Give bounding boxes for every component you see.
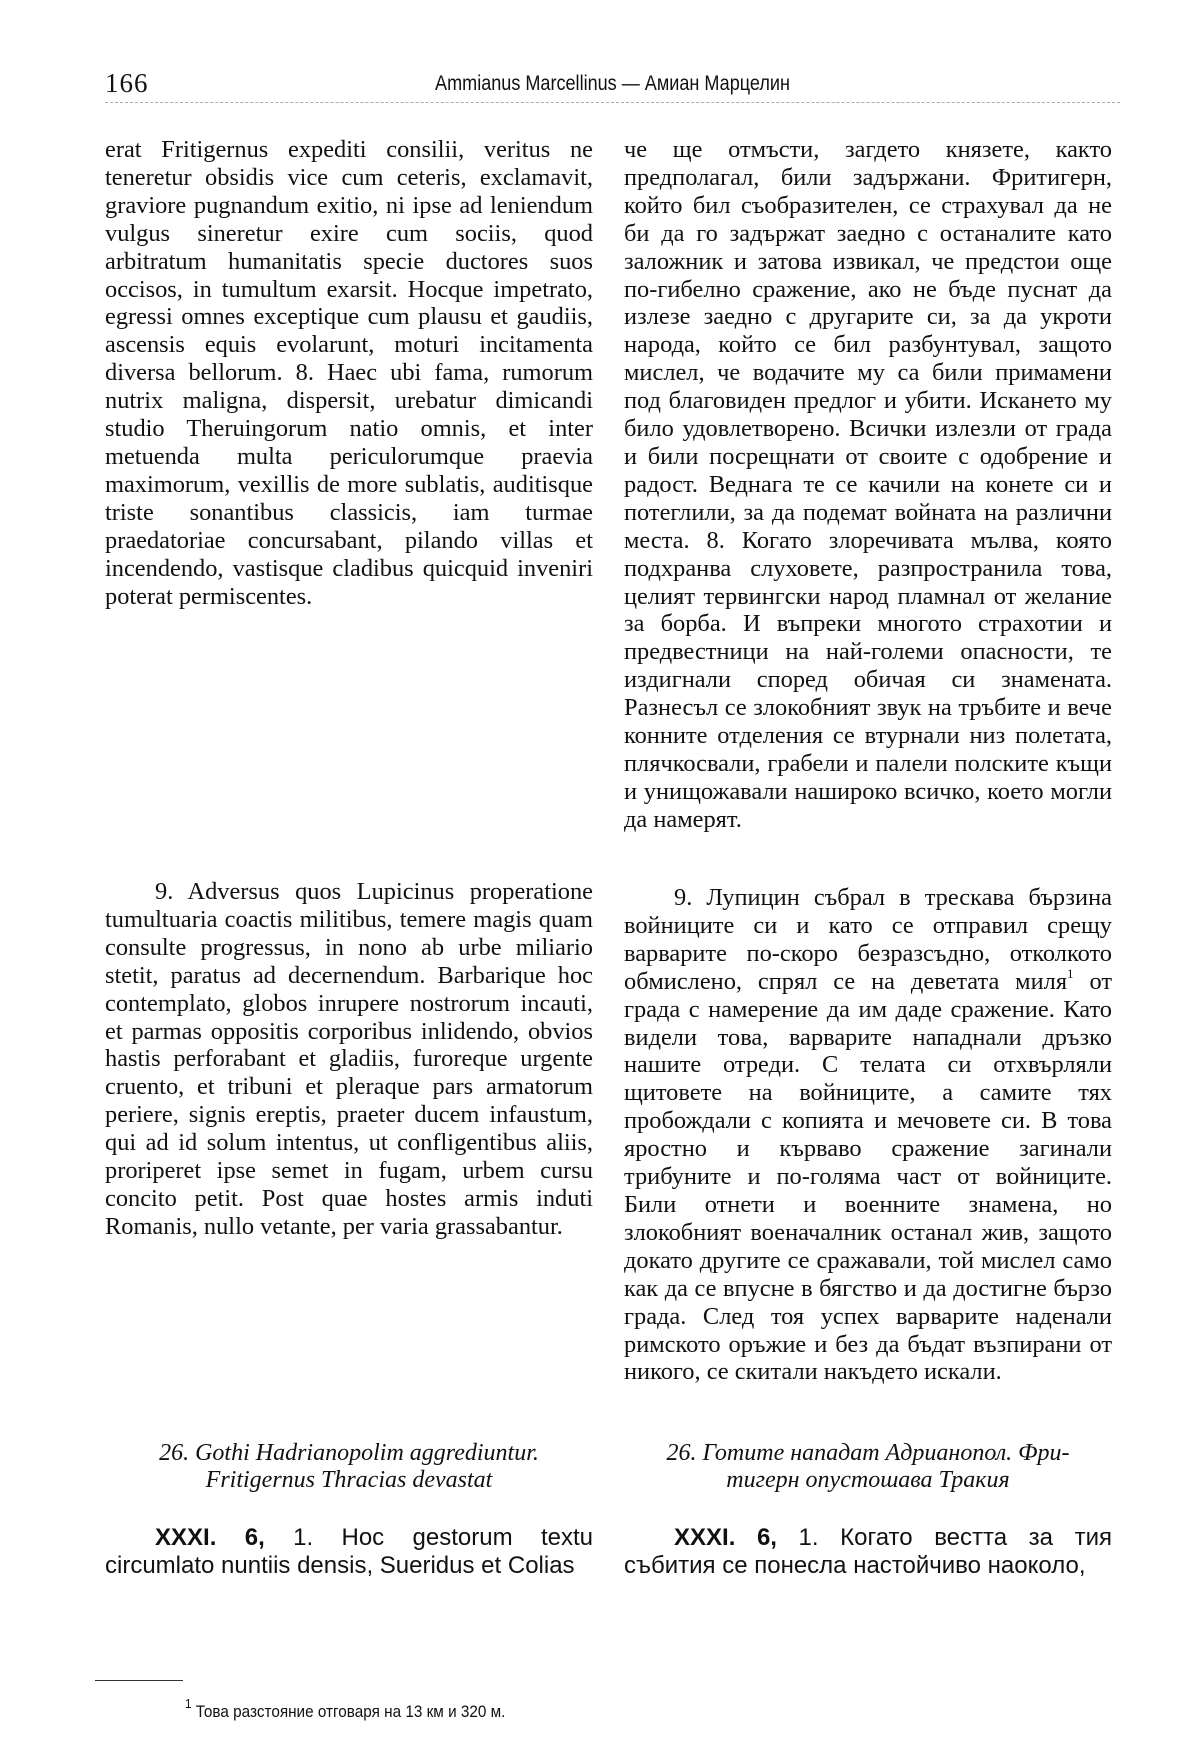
footnote-marker: 1 — [185, 1696, 192, 1711]
bulgarian-paragraph-9: 9. Лупицин събрал в трескава бързина войниците си и като се отправил срещу варварите по-скоро безразсъдно, отколкото обмислено, спрял се на деветата миля$^1$ от града с намерение да им даде сражение. Като видели това, варварите нападнали дръзко нашите отреди. С телата си отхвърляли щитовете на войниците, а самите тях пробождали с копията и мечовете си. В това яростно и кърваво сражение загинали трибуните и по-голяма част от войниците. Били отнети и военните знамена, но злокобният военачалник останал жив, защото докато другите се сражавали, той мислел само как да се впусне в бягство и да достигне бързо града. След тоя успех варварите наденали римското оръжие и без да бъдат възпирани от никого, се скитали накъдето искали. — [624, 884, 1112, 1386]
bulgarian-heading-line-2: тигерн опустошава Тракия — [726, 1467, 1010, 1493]
running-title: Ammianus Marcellinus — Амиан Марцелин — [435, 72, 790, 95]
bulgarian-section-heading — [624, 1440, 1112, 1494]
bulgarian-section-ref: XXXI. 6, — [674, 1524, 777, 1551]
latin-column-top — [105, 136, 593, 610]
latin-heading-line-2: Fritigernus Thracias devastat — [205, 1467, 493, 1493]
footnote-reference[interactable]: 1 — [1067, 965, 1074, 981]
footnote-text: Това разстояние отговаря на 13 км и 320 м. — [191, 1702, 506, 1721]
bulgarian-heading-line-1: 26. Готите нападат Адрианопол. Фри- — [666, 1440, 1070, 1466]
latin-paragraph-9: 9. Adversus quos Lupicinus properatione tumultuaria coactis militibus, temere magis quam consulte progressus, in nono ab urbe miliario stetit, paratus ad decernendum. Barbarique hoc contemplato, globos inrupere nostrorum incauti, et parmas oppositis corporibus inlidendo, obvios hastis perforabant et gladiis, furoreque urgente cruento, et tribuni et pleraque pars armatorum periere, signis ereptis, praeter ducem infaustum, qui ad id solum intentus, ut confligentibus aliis, proriperet ipse semet in fugam, urbem cursu concito petit. Post quae hostes armis induti Romanis, nullo vetante, per varia grassabantur. — [105, 878, 593, 1240]
page-header — [105, 60, 1120, 100]
latin-heading-line-1: 26. Gothi Hadrianopolim aggrediuntur. — [159, 1440, 539, 1466]
latin-paragraph-7-8: erat Fritigernus expediti consilii, veritus ne teneretur obsidis vice cum ceteris, exclamavit, graviore pugnandum exitio, ni ipse ad leniendum vulgus sineretur exire cum sociis, quod arbitratum humanitatis specie ductores suos occisos, in tumultum exarsit. Hocque impetrato, egressi omnes exceptique cum plausu et gaudiis, ascensis equis evolarunt, moturi incitamenta diversa bellorum. 8. Haec ubi fama, rumorum nutrix maligna, dispersit, urebatur dimicandi studio Theruingorum natio omnis, et inter metuenda multa periculorumque praevia maximorum, vexillis de more sublatis, auditisque triste sonantibus classicis, iam turmae praedatoriae concursabant, pilando villas et incendendo, vastisque cladibus quicquid inveniri poterat permiscentes. — [105, 136, 593, 610]
footnote-rule — [95, 1680, 183, 1681]
latin-section-start — [105, 1524, 593, 1580]
header-rule — [105, 102, 1120, 103]
page-number: 166 — [105, 68, 149, 98]
bulgarian-column-mid — [624, 884, 1112, 1386]
latin-section-text: 1. Hoc gestorum textu circumlato nuntiis densis, Sueridus et Colias — [105, 1524, 593, 1579]
bulgarian-section-text: 1. Когато вестта за тия събития се понесла настойчиво наоколо, — [624, 1524, 1113, 1579]
bulgarian-section-start — [624, 1524, 1112, 1580]
footnote — [185, 1696, 506, 1722]
bulgarian-column-top — [624, 136, 1112, 834]
latin-section-heading — [105, 1440, 593, 1494]
latin-section-ref: XXXI. 6, — [155, 1524, 265, 1551]
bulgarian-paragraph-7-8: че ще отмъсти, загдето князете, както предполагал, били задържани. Фритигерн, който бил съобразителен, се страхувал да не би да го задържат заедно с останалите като заложник и затова извикал, че предстои още по-гибелно сражение, ако не бъде пуснат да излезе заедно с другарите си, за да укроти народа, който се бил разбунтувал, защото мислел, че водачите му са били примамени под благовиден предлог и убити. Искането му било удовлетворено. Всички излезли от града и били посрещнати от своите с одобрение и радост. Веднага те се качили на конете си и потеглили, за да подемат войната на различни места. 8. Когато злоречивата мълва, която подхранва слуховете, разпространила това, целият тервингски народ пламнал от желание за борба. И въпреки многото страхотии и предвестници на най-големи опасности, те издигнали според обичая си знамената. Разнесъл се злокобният звук на тръбите и вече конните отделения се втурнали низ полетата, плячкосвали, грабели и палели полските къщи и унищожавали нашироко всичко, което могли да намерят. — [624, 136, 1112, 833]
latin-column-mid — [105, 878, 593, 1241]
